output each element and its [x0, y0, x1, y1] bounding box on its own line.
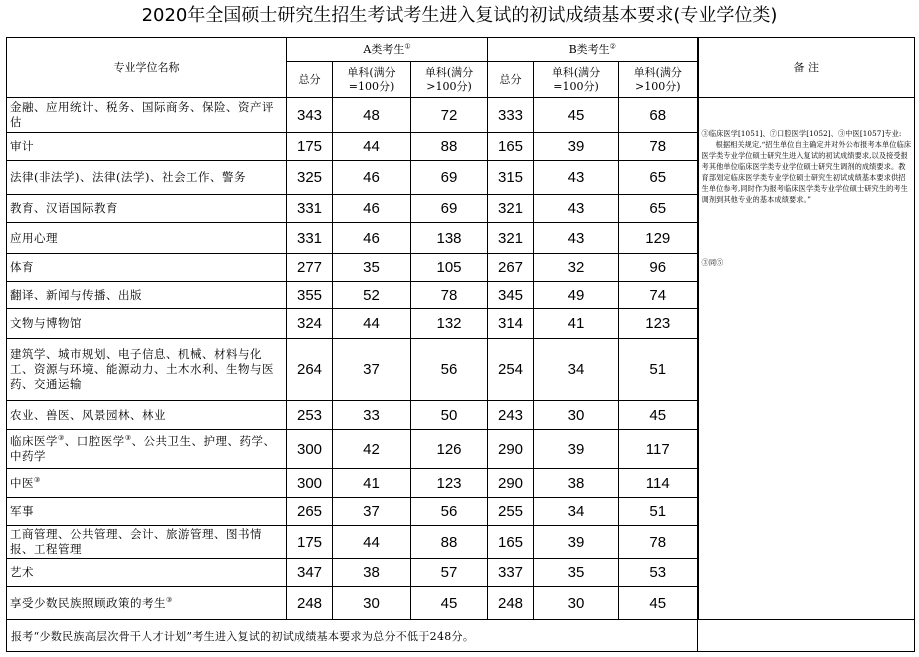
b-total-cell: 337: [488, 559, 534, 587]
footer-row: [7, 620, 915, 652]
a-total-cell: 347: [287, 559, 333, 587]
a-single-over-cell: 78: [411, 282, 488, 309]
table-row: [7, 98, 915, 133]
header-group-b-label: B类考生: [568, 42, 610, 56]
b-single-100-cell: 35: [534, 559, 619, 587]
b-single-over-cell: 45: [619, 401, 698, 430]
b-total-cell: 321: [488, 223, 534, 254]
a-total-cell: 265: [287, 498, 333, 526]
a-total-cell: 331: [287, 195, 333, 223]
header-b-single-over-l2: >100分): [635, 79, 681, 93]
b-total-cell: 248: [488, 587, 534, 620]
b-single-100-cell: 43: [534, 195, 619, 223]
b-total-cell: 333: [488, 98, 534, 133]
a-total-cell: 325: [287, 161, 333, 195]
a-single-over-cell: 45: [411, 587, 488, 620]
a-single-100-cell: 46: [333, 161, 411, 195]
major-name: 体育: [10, 260, 34, 274]
major-name-part3: 、公共卫生、护理、药学、中药学: [10, 434, 276, 463]
a-single-100-cell: 44: [333, 133, 411, 161]
major-name: 审计: [10, 139, 34, 153]
major-name-cell: [7, 133, 287, 161]
b-single-100-cell: 49: [534, 282, 619, 309]
a-single-100-cell: 42: [333, 430, 411, 469]
major-name-mark: ③: [166, 595, 173, 604]
major-name: 享受少数民族照顾政策的考生: [10, 595, 166, 610]
a-total-cell: 248: [287, 587, 333, 620]
major-name-cell: [7, 161, 287, 195]
a-single-over-cell: 69: [411, 195, 488, 223]
header-b-single-over-l1: 单科(满分: [633, 65, 682, 79]
a-single-over-cell: 105: [411, 254, 488, 282]
a-single-100-cell: 33: [333, 401, 411, 430]
header-a-total: 总分: [287, 62, 333, 98]
b-single-100-cell: 32: [534, 254, 619, 282]
b-single-100-cell: 39: [534, 430, 619, 469]
b-single-100-cell: 41: [534, 309, 619, 339]
score-table: [6, 37, 915, 652]
b-single-over-cell: 53: [619, 559, 698, 587]
b-single-over-cell: 96: [619, 254, 698, 282]
a-total-cell: 343: [287, 98, 333, 133]
major-name-cell: [7, 282, 287, 309]
a-single-over-cell: 56: [411, 498, 488, 526]
b-total-cell: 290: [488, 430, 534, 469]
b-single-over-cell: 68: [619, 98, 698, 133]
table-body: [7, 98, 915, 652]
b-single-100-cell: 39: [534, 526, 619, 559]
a-single-100-cell: 46: [333, 223, 411, 254]
b-total-cell: 315: [488, 161, 534, 195]
a-single-100-cell: 48: [333, 98, 411, 133]
major-name: 建筑学、城市规划、电子信息、机械、材料与化工、资源与环境、能源动力、土木水利、生物与医药、交通运输: [10, 347, 274, 391]
major-name: 文物与博物馆: [10, 316, 82, 330]
a-single-over-cell: 88: [411, 526, 488, 559]
major-name: 农业、兽医、风景园林、林业: [10, 407, 166, 422]
major-name-part2: 、口腔医学: [64, 434, 125, 448]
b-single-100-cell: 43: [534, 161, 619, 195]
major-name-cell: [7, 498, 287, 526]
a-single-100-cell: 37: [333, 498, 411, 526]
a-total-cell: 324: [287, 309, 333, 339]
b-total-cell: 267: [488, 254, 534, 282]
b-single-over-cell: 45: [619, 587, 698, 620]
b-single-over-cell: 123: [619, 309, 698, 339]
a-single-over-cell: 56: [411, 339, 488, 401]
a-single-100-cell: 46: [333, 195, 411, 223]
b-single-over-cell: 51: [619, 498, 698, 526]
a-total-cell: 355: [287, 282, 333, 309]
b-single-over-cell: 51: [619, 339, 698, 401]
major-name: 金融、应用统计、税务、国际商务、保险、资产评估: [10, 100, 274, 129]
a-single-100-cell: 52: [333, 282, 411, 309]
header-remark: 备 注: [698, 38, 915, 98]
remark-cell: [698, 98, 915, 620]
a-single-over-cell: 69: [411, 161, 488, 195]
header-b-single-100: [534, 62, 619, 98]
header-a-single-100: [333, 62, 411, 98]
b-single-100-cell: 30: [534, 401, 619, 430]
b-single-over-cell: 74: [619, 282, 698, 309]
a-total-cell: 331: [287, 223, 333, 254]
footer-remark-empty: [698, 620, 915, 652]
major-name-cell: [7, 559, 287, 587]
major-name-cell: [7, 430, 287, 469]
page-title: 2020年全国硕士研究生招生考试考生进入复试的初试成绩基本要求(专业学位类): [141, 5, 778, 26]
header-a-single-100-l1: 单科(满分: [347, 65, 396, 79]
b-total-cell: 254: [488, 339, 534, 401]
major-name-mark: ③: [58, 434, 65, 443]
b-single-100-cell: 34: [534, 339, 619, 401]
major-name: 翻译、新闻与传播、出版: [10, 287, 142, 302]
a-single-over-cell: 72: [411, 98, 488, 133]
major-name: 工商管理、公共管理、会计、旅游管理、图书情报、工程管理: [10, 527, 262, 556]
a-single-over-cell: 132: [411, 309, 488, 339]
b-total-cell: 314: [488, 309, 534, 339]
a-single-100-cell: 44: [333, 526, 411, 559]
header-b-single-100-l1: 单科(满分: [551, 65, 601, 79]
major-name-cell: [7, 401, 287, 430]
b-total-cell: 345: [488, 282, 534, 309]
major-name: 中医: [10, 475, 34, 490]
a-single-100-cell: 41: [333, 469, 411, 498]
a-total-cell: 175: [287, 133, 333, 161]
a-single-over-cell: 57: [411, 559, 488, 587]
a-single-100-cell: 37: [333, 339, 411, 401]
a-total-cell: 300: [287, 430, 333, 469]
header-a-single-over-l2: >100分): [426, 79, 472, 93]
major-name-cell: [7, 587, 287, 620]
major-name: 军事: [10, 504, 34, 518]
header-a-single-100-l2: =100分): [348, 79, 395, 93]
a-total-cell: 264: [287, 339, 333, 401]
header-b-single-100-l2: =100分): [553, 79, 599, 93]
major-name-cell: [7, 195, 287, 223]
major-name-cell: [7, 98, 287, 133]
b-single-100-cell: 34: [534, 498, 619, 526]
major-name: 临床医学: [10, 434, 58, 448]
a-single-over-cell: 123: [411, 469, 488, 498]
a-single-100-cell: 44: [333, 309, 411, 339]
header-group-a: [287, 38, 488, 62]
a-total-cell: 175: [287, 526, 333, 559]
a-single-over-cell: 88: [411, 133, 488, 161]
a-total-cell: 300: [287, 469, 333, 498]
b-single-over-cell: 65: [619, 195, 698, 223]
header-a-single-over: [411, 62, 488, 98]
header-b-total: 总分: [488, 62, 534, 98]
header-major-name: 专业学位名称: [7, 38, 287, 98]
b-single-100-cell: 39: [534, 133, 619, 161]
major-name: 法律(非法学)、法律(法学)、社会工作、警务: [10, 170, 246, 184]
a-single-over-cell: 126: [411, 430, 488, 469]
b-single-over-cell: 114: [619, 469, 698, 498]
major-name-cell: [7, 339, 287, 401]
a-single-over-cell: 50: [411, 401, 488, 430]
major-name: 教育、汉语国际教育: [10, 201, 118, 215]
b-single-100-cell: 38: [534, 469, 619, 498]
major-name-cell: [7, 223, 287, 254]
major-name: 应用心理: [10, 230, 58, 245]
footer-note: 报考“少数民族高层次骨干人才计划”考生进入复试的初试成绩基本要求为总分不低于248分。: [7, 620, 698, 652]
remark-note2: 根据相关规定,“招生单位自主确定并对外公布报考本单位临床医学类专业学位硕士研究生进入复试的初试成绩要求,以及接受报考其他单位临床医学类专业学位硕士研究生调剂的成绩要求。教育部划定临床医学类专业学位硕士研究生初试成绩基本要求供招生单位参考,同时作为报考临床医学类专业学位硕士研究生的考生调剂到其他专业的基本成绩要求。”: [701, 140, 912, 204]
b-single-over-cell: 78: [619, 133, 698, 161]
b-single-over-cell: 129: [619, 223, 698, 254]
a-single-100-cell: 30: [333, 587, 411, 620]
major-name-cell: [7, 469, 287, 498]
major-name-mark2: ③: [124, 434, 132, 443]
major-name-cell: [7, 309, 287, 339]
b-total-cell: 165: [488, 526, 534, 559]
b-single-over-cell: 78: [619, 526, 698, 559]
b-total-cell: 165: [488, 133, 534, 161]
remark-note1: ③临床医学[1051]、⑦口腔医学[1052]、③中医[1057]专业:: [701, 129, 902, 138]
b-total-cell: 243: [488, 401, 534, 430]
b-total-cell: 255: [488, 498, 534, 526]
a-single-100-cell: 38: [333, 559, 411, 587]
b-single-100-cell: 45: [534, 98, 619, 133]
a-total-cell: 277: [287, 254, 333, 282]
b-total-cell: 290: [488, 469, 534, 498]
a-single-over-cell: 138: [411, 223, 488, 254]
b-single-over-cell: 65: [619, 161, 698, 195]
major-name: 艺术: [10, 565, 34, 579]
remark-note3: ③同⑤: [701, 258, 724, 267]
header-group-b-mark: ②: [609, 41, 616, 50]
major-name-mark: ③: [34, 475, 41, 484]
header-group-b: [488, 38, 698, 62]
b-single-100-cell: 43: [534, 223, 619, 254]
major-name-cell: [7, 526, 287, 559]
header-group-a-label: A类考生: [363, 42, 405, 56]
major-name-cell: [7, 254, 287, 282]
header-group-a-mark: ①: [404, 41, 411, 50]
a-single-100-cell: 35: [333, 254, 411, 282]
header-a-single-over-l1: 单科(满分: [424, 65, 474, 79]
b-single-over-cell: 117: [619, 430, 698, 469]
header-b-single-over: [619, 62, 698, 98]
b-single-100-cell: 30: [534, 587, 619, 620]
a-total-cell: 253: [287, 401, 333, 430]
b-total-cell: 321: [488, 195, 534, 223]
